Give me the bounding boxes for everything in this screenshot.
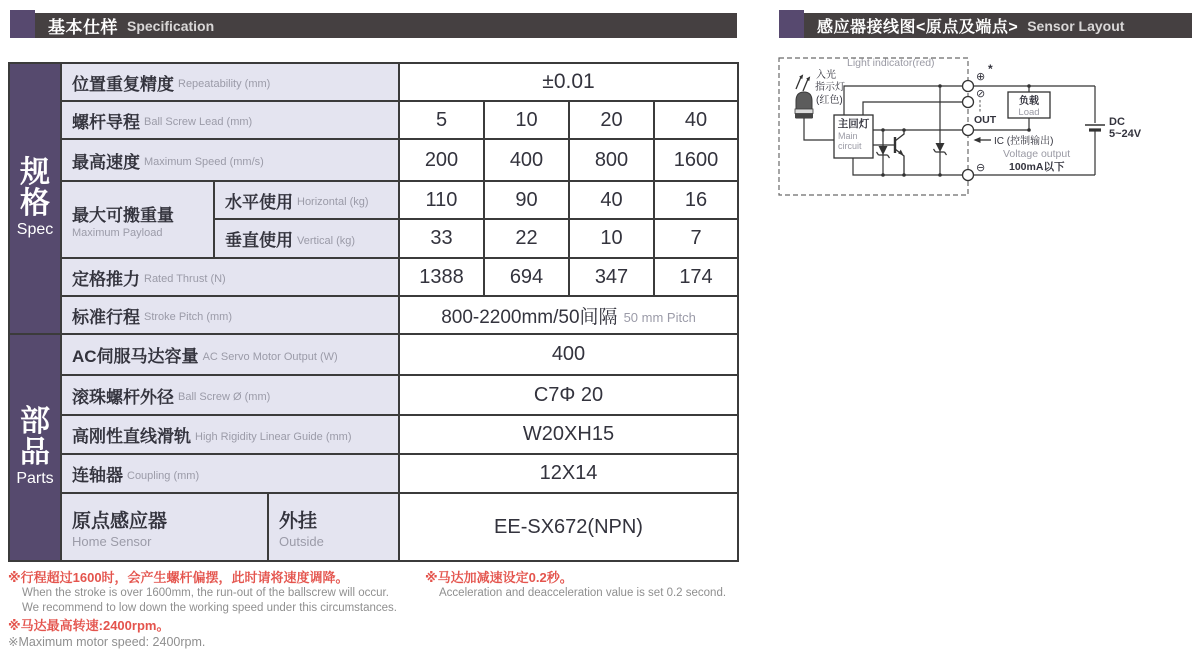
row-label-ball-screw-lead [62,102,400,140]
row-label-vertical [215,220,400,259]
dc-power-icon [1085,125,1105,130]
value-home-sensor: EE-SX672(NPN) [400,494,739,562]
sensor-circuit-svg [775,50,1200,210]
row-label-ball-screw-dia [62,376,400,416]
footnote-red: ※马达最高转速:2400rpm。 [8,618,170,633]
row-label-outside [269,494,400,562]
terminal-plus-asterisk: * [988,62,993,76]
value-linear-guide: W20XH15 [400,416,739,455]
terminal-nc-symbol: ⊘ [976,88,986,100]
value-speed-3: 800 [570,140,655,182]
parts-char-1: 部 [20,405,50,439]
value-repeatability: ±0.01 [400,64,739,102]
main-circuit-label-en2: circuit [838,141,862,151]
spec-header-title-zh: 基本仕样 [48,18,118,37]
label-en: Ball Screw Lead (mm) [144,116,253,128]
value-speed-4: 1600 [655,140,739,182]
terminal-plus-symbol: ⊕ [976,71,986,83]
sidebar-section-spec [10,64,62,335]
value-speed-2: 400 [485,140,570,182]
value-vertical-4: 7 [655,220,739,259]
row-label-rated-thrust [62,259,400,297]
load-label-zh: 负载 [1019,96,1039,107]
stroke-pitch-main: 800-2200mm/50间隔 [441,306,618,328]
label-zh: 水平使用 [225,192,293,212]
sensor-layout-header [779,10,1192,38]
label-zh: 螺杆导程 [72,112,140,132]
dc-label-line2: 5~24V [1109,128,1142,140]
value-lead-2: 10 [485,102,570,140]
led-label-line2: 指示灯 [815,82,845,93]
footnote-gray: Acceleration and deacceleration value is set 0.2 second. [439,587,727,599]
ic-arrow-icon [974,137,992,143]
footnote-gray: ※Maximum motor speed: 2400rpm. [8,635,206,649]
sidebar-section-parts [10,335,62,562]
value-thrust-4: 174 [655,259,739,297]
sensor-header-title-zh: 感应器接线图<原点及端点> [817,19,1019,36]
led-label-line1: 入光 [816,70,836,81]
value-lead-3: 20 [570,102,655,140]
sensor-header-bar [804,13,1192,38]
label-zh: 连轴器 [72,466,123,485]
footnote-red: ※马达加减速设定0.2秒。 [425,570,573,585]
voltage-output-label: Voltage output [1003,148,1071,160]
sensor-header-title-en: Sensor Layout [1027,17,1125,34]
label-en: Ball Screw Ø (mm) [178,391,271,403]
label-zh: 最大可搬重量 [72,205,174,225]
footnote-red: ※行程超过1600时，会产生螺杆偏摆，此时请将速度调降。 [8,570,349,585]
label-en: Outside [279,533,324,549]
row-label-home-sensor [62,494,269,562]
value-vertical-2: 22 [485,220,570,259]
label-en: High Rigidity Linear Guide (mm) [195,430,352,443]
value-vertical-3: 10 [570,220,655,259]
label-en: Rated Thrust (N) [144,273,226,285]
specification-table [8,62,739,562]
label-en: Vertical (kg) [297,234,356,247]
parts-char-2: 品 [20,435,50,469]
led-label-line3: (红色) [816,95,843,106]
spec-char-2: 格 [20,186,50,220]
label-zh: 滚珠螺杆外径 [72,387,174,407]
accent-square-icon [10,10,35,38]
label-zh: 外挂 [279,510,318,532]
label-en: Stroke Pitch (mm) [144,311,233,323]
value-thrust-1: 1388 [400,259,485,297]
value-ball-screw-dia: C7Φ 20 [400,376,739,416]
row-label-stroke-pitch [62,297,400,335]
label-zh: 高刚性直线滑轨 [72,427,191,446]
ic-label: IC (控制输出) [994,136,1054,147]
value-thrust-3: 347 [570,259,655,297]
spec-header-title-en: Specification [127,17,215,34]
label-zh: 最高速度 [72,152,140,172]
main-circuit-label-en1: Main [838,131,858,141]
row-label-linear-guide [62,416,400,455]
row-label-servo-output [62,335,400,376]
accent-square-icon [779,10,804,38]
label-zh: 位置重复精度 [72,74,174,94]
value-vertical-1: 33 [400,220,485,259]
row-label-horizontal [215,182,400,220]
label-zh: AC伺服马达容量 [72,347,199,366]
row-label-coupling [62,455,400,494]
spec-label-en: Spec [16,221,54,239]
value-stroke-pitch [400,297,739,335]
sensor-wiring-diagram [775,50,1200,210]
value-horizontal-1: 110 [400,182,485,220]
label-en: Maximum Payload [72,226,163,239]
dc-label-line1: DC [1109,116,1125,128]
label-en: AC Servo Motor Output (W) [202,350,338,363]
footnote-gray: When the stroke is over 1600mm, the run-out of the ballscrew will occur. [22,587,389,599]
current-limit-label: 100mA以下 [1009,161,1065,173]
terminal-minus-symbol: ⊖ [976,162,986,174]
footnote-gray: We recommend to low down the working speed under this circumstances. [22,602,397,614]
value-thrust-2: 694 [485,259,570,297]
terminal-out-label: OUT [974,114,997,126]
spec-char-1: 规 [20,156,50,190]
terminal-plus-circle [963,81,974,92]
value-coupling: 12X14 [400,455,739,494]
value-lead-4: 40 [655,102,739,140]
label-zh: 标准行程 [72,307,140,327]
row-label-repeatability [62,64,400,102]
row-label-max-speed [62,140,400,182]
transistor-icon [895,130,904,175]
footnotes-left [8,570,420,651]
row-label-max-payload [62,182,215,259]
spec-section-header [10,10,737,38]
label-en: Home Sensor [72,533,152,549]
parts-label-en: Parts [16,470,54,488]
value-horizontal-2: 90 [485,182,570,220]
footnotes-right [425,570,755,601]
value-lead-1: 5 [400,102,485,140]
terminal-nc-circle [963,97,974,108]
terminal-minus-circle [963,170,974,181]
label-en: Coupling (mm) [127,469,200,482]
stroke-pitch-en: 50 mm Pitch [623,309,696,325]
led-icon [795,92,813,118]
label-zh: 垂直使用 [225,231,293,250]
label-en: Horizontal (kg) [297,196,369,208]
terminal-out-circle [963,125,974,136]
label-en: Maximum Speed (mm/s) [144,156,264,168]
light-indicator-label: Light indicator(red) [847,57,935,69]
value-speed-1: 200 [400,140,485,182]
label-zh: 原点感应器 [72,510,168,532]
label-zh: 定格推力 [72,269,140,289]
main-circuit-label-zh: 主回灯 [837,118,870,130]
load-label-en: Load [1018,107,1040,118]
value-horizontal-3: 40 [570,182,655,220]
label-en: Repeatability (mm) [178,78,271,90]
value-servo-output: 400 [400,335,739,376]
value-horizontal-4: 16 [655,182,739,220]
light-arrows-icon [796,74,810,91]
spec-header-bar [35,13,737,38]
